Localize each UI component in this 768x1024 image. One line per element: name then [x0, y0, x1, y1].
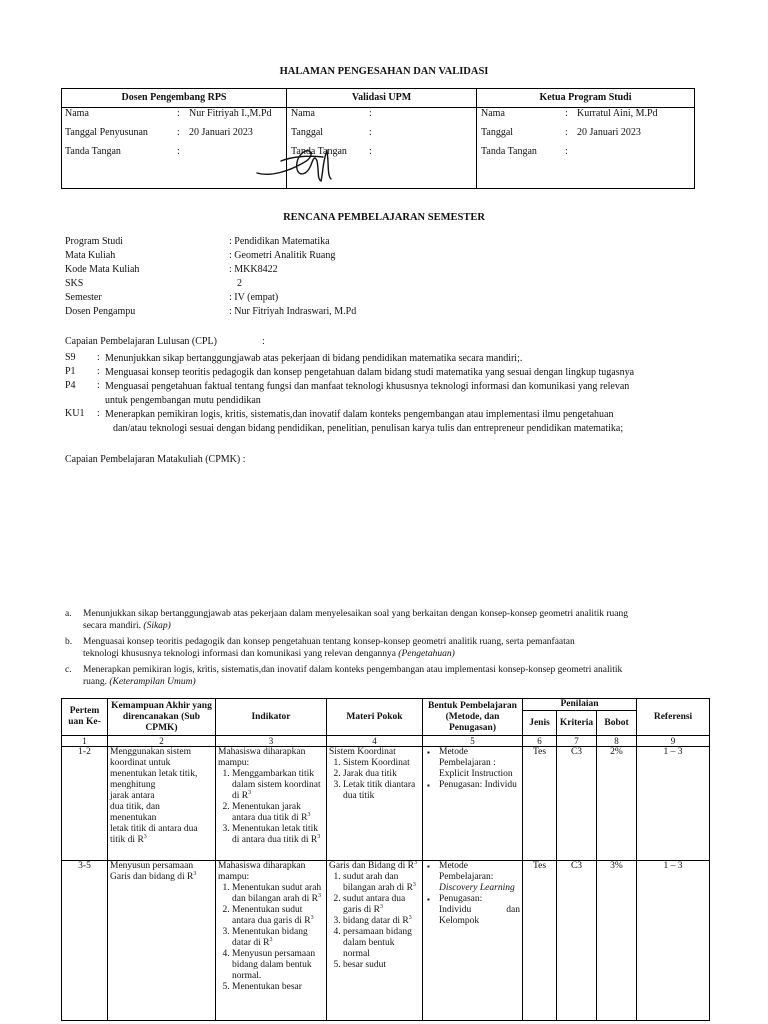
approval-header: Dosen Pengembang RPS [62, 89, 286, 108]
cpl-text-line: Menguasai pengetahuan faktual tentang fungsi dan manfaat teknologi khususnya teknologi informasi dan komunikasi yang relevan [105, 381, 630, 392]
approval-label: Nama [65, 108, 89, 119]
cpl-code: KU1 [65, 408, 85, 419]
table-row [62, 861, 710, 1021]
cpmk-item [65, 636, 695, 660]
cpmk-tag: (Sikap) [143, 621, 171, 631]
col-header-kemampuan: Kemampuan Akhir yang direncanakan (Sub CPMK) [108, 699, 216, 736]
cpmk-text-line: secara mandiri. [83, 621, 142, 631]
indikator-item [232, 769, 324, 802]
cpl-title-colon: : [262, 336, 265, 347]
identity-label: Program Studi [65, 236, 124, 247]
cpl-sep: : [97, 380, 100, 391]
cpl-code: S9 [65, 352, 76, 363]
approval-value: 20 Januari 2023 [189, 127, 253, 138]
identity-value: 2 [237, 278, 242, 289]
col-header-pertemuan: Pertem uan Ke- [62, 699, 108, 736]
approval-colon: : [565, 127, 568, 138]
materi-item [343, 894, 420, 916]
col-header-materi: Materi Pokok [327, 699, 423, 736]
approval-table [61, 88, 695, 189]
cell-kemampuan [108, 747, 216, 861]
identity-label: SKS [65, 278, 84, 289]
cpl-sep: : [97, 352, 100, 363]
cpl-title-text: Capaian Pembelajaran Lulusan (CPL) [65, 336, 217, 347]
bentuk-item: ▪ Penugasan: Individu [439, 780, 520, 791]
superscript: 3 [143, 833, 147, 840]
cpmk-tag: (Pengetahuan) [398, 649, 455, 659]
materi-item: 5. besar sudut [343, 960, 420, 971]
superscript: 3 [379, 903, 383, 910]
cpmk-text-line: Menerapkan pemikiran logis, kritis, sistematis,dan inovatif dalam konteks pengembangan atau implementasi konsep-konsep geometri analitik [83, 665, 623, 675]
column-number: 2 [108, 736, 216, 747]
superscript: 3 [318, 892, 322, 899]
cell-line: dua titik, dan [110, 802, 160, 812]
superscript: 3 [269, 936, 273, 943]
learning-plan-table [61, 698, 710, 1021]
bentuk-value: Individu [439, 905, 472, 915]
materi-item [343, 916, 420, 927]
indikator-text: Menentukan jarak antara dua titik di R [232, 802, 308, 823]
superscript: 3 [307, 811, 311, 818]
column-number: 8 [597, 736, 637, 747]
approval-header: Ketua Program Studi [477, 89, 694, 108]
cell-line: menentukan [110, 813, 157, 823]
bentuk-label: Metode Pembelajaran: [439, 861, 494, 882]
cell-line: Menyusun persamaan [110, 861, 194, 871]
cpl-title [65, 336, 265, 347]
cpmk-tag: (Keterampilan Umum) [109, 677, 196, 687]
approval-colon: : [369, 146, 372, 157]
superscript: 3 [317, 833, 321, 840]
indikator-list [218, 883, 324, 993]
rps-title: RENCANA PEMBELAJARAN SEMESTER [283, 212, 485, 223]
bentuk-list [425, 861, 520, 927]
cell-pertemuan: 3-5 [62, 861, 108, 1021]
cpmk-marker: a. [65, 609, 72, 619]
identity-label: Dosen Pengampu [65, 306, 136, 317]
superscript: 3 [408, 914, 412, 921]
indikator-item [232, 824, 324, 846]
cell-referensi: 1 – 3 [637, 747, 710, 861]
cpl-text-line: untuk pengembangan mutu pendidikan [105, 395, 261, 406]
materi-text: sudut arah dan bilangan arah di R [343, 872, 413, 893]
col-header-indikator: Indikator [216, 699, 327, 736]
column-number: 6 [523, 736, 557, 747]
cell-line: Garis dan bidang di R [110, 872, 194, 882]
approval-colon: : [565, 108, 568, 119]
table-row [62, 747, 710, 861]
cpmk-title: Capaian Pembelajaran Matakuliah (CPMK) : [65, 454, 246, 465]
identity-label: Kode Mata Kuliah [65, 264, 140, 275]
approval-label: Nama [291, 108, 315, 119]
approval-colon: : [565, 146, 568, 157]
cpl-text [105, 380, 725, 408]
cell-line: koordinat untuk [110, 758, 171, 768]
signature-image [251, 143, 343, 185]
superscript: 3 [193, 870, 197, 877]
cell-line: letak titik di antara dua [110, 824, 198, 834]
materi-item: 4. persamaan bidang dalam bentuk normal [343, 927, 420, 960]
identity-value: : IV (empat) [229, 292, 279, 303]
bentuk-item [439, 861, 520, 894]
identity-value: : Geometri Analitik Ruang [229, 250, 336, 261]
identity-value: : Nur Fitriyah Indraswari, M.Pd [229, 306, 357, 317]
indikator-intro: Mahasiswa diharapkan mampu: [218, 747, 306, 768]
column-number: 4 [327, 736, 423, 747]
approval-label: Tanda Tangan [481, 146, 537, 157]
indikator-text: Menentukan sudut arah dan bilangan arah di R [232, 883, 322, 904]
indikator-item [232, 905, 324, 927]
approval-value: Kurratul Aini, M.Pd [577, 108, 658, 119]
approval-colon: : [177, 146, 180, 157]
cell-jenis: Tes [523, 747, 557, 861]
approval-colon: : [369, 127, 372, 138]
cpl-sep: : [97, 366, 100, 377]
approval-label: Tanggal [481, 127, 514, 138]
cpl-sep: : [97, 408, 100, 419]
materi-title: Sistem Koordinat [329, 747, 396, 757]
cell-bentuk [423, 747, 523, 861]
materi-item: 1. Sistem Koordinat [343, 758, 420, 769]
cpmk-text-line: ruang. [83, 677, 108, 687]
materi-item [343, 872, 420, 894]
bentuk-value: dan [506, 905, 520, 915]
cpl-text-line: Menerapkan pemikiran logis, kritis, sistematis,dan inovatif dalam konteks pengembangan atau implementasi ilmu pengetahuan [105, 409, 614, 420]
bentuk-item [439, 894, 520, 927]
indikator-text: Menentukan sudut antara dua garis di R [232, 905, 311, 926]
cell-line: menentukan letak titik, [110, 769, 198, 779]
indikator-intro: Mahasiswa diharapkan mampu: [218, 861, 306, 882]
indikator-item: 5. Menentukan besar [232, 982, 324, 993]
identity-label: Semester [65, 292, 102, 303]
approval-value: 20 Januari 2023 [577, 127, 641, 138]
cpl-code: P4 [65, 380, 76, 391]
bentuk-list [425, 747, 520, 791]
approval-colon: : [369, 108, 372, 119]
cpmk-text-line: Menguasai konsep teoritis pedagogik dan konsep pengetahuan tentang konsep-konsep geometri analitik ruang, serta pemanfaatan [83, 637, 575, 647]
superscript: 3 [248, 789, 252, 796]
table-header-row [62, 699, 710, 711]
cell-bobot: 3% [597, 861, 637, 1021]
cell-materi [327, 747, 423, 861]
materi-title: Garis dan Bidang di R [329, 861, 414, 871]
cpmk-marker: c. [65, 665, 72, 675]
cell-line: menghitung [110, 780, 156, 790]
superscript: 3 [310, 914, 314, 921]
indikator-text: Menentukan letak titik di antara dua titik di R [232, 824, 319, 845]
bentuk-value: Discovery Learning [439, 883, 515, 893]
approval-title: HALAMAN PENGESAHAN DAN VALIDASI [279, 66, 489, 77]
cpmk-item [65, 608, 695, 632]
approval-label: Tanggal [291, 127, 324, 138]
indikator-item [232, 883, 324, 905]
cpl-text-line: dan/atau teknologi sesuai dengan bidang pendidikan, penelitian, penulisan karya tulis dan entrepreneur pendidikan matematika; [113, 423, 624, 434]
col-header-referensi: Referensi [637, 699, 710, 736]
approval-label: Tanda Tangan [291, 146, 347, 157]
materi-list [329, 758, 420, 802]
materi-text: bidang datar di R [343, 916, 409, 926]
cell-indikator [216, 747, 327, 861]
column-number: 1 [62, 736, 108, 747]
superscript: 3 [412, 881, 416, 888]
column-number: 5 [423, 736, 523, 747]
cpl-text [105, 408, 725, 436]
cell-line: Menggunakan sistem [110, 747, 192, 757]
materi-item: 2. Jarak dua titik [343, 769, 420, 780]
approval-colon: : [177, 108, 180, 119]
cell-pertemuan: 1-2 [62, 747, 108, 861]
cell-jenis: Tes [523, 861, 557, 1021]
cell-materi [327, 861, 423, 1021]
bentuk-label: Metode Pembelajaran : [439, 747, 496, 768]
materi-item: 3. Letak titik diantara dua titik [343, 780, 420, 802]
approval-label: Tanggal Penyusunan [65, 127, 148, 138]
column-number-row [62, 736, 710, 747]
approval-value: Nur Fitriyah I.,M.Pd [189, 108, 272, 119]
cpl-text: Menguasai konsep teoritis pedagogik dan konsep pengetahuan dalam bidang studi matematika yang sesuai dengan lingkup tugasnya [105, 367, 635, 378]
cpl-text: Menunjukkan sikap bertanggungjawab atas pekerjaan di bidang pendidikan matematika secara mandiri;. [105, 353, 523, 364]
bentuk-value: Explicit Instruction [439, 769, 513, 779]
bentuk-label: Penugasan: [439, 894, 483, 904]
approval-label: Tanda Tangan [65, 146, 121, 157]
col-header-jenis: Jenis [523, 711, 557, 736]
col-header-bentuk: Bentuk Pembelajaran (Metode, dan Penugasan) [423, 699, 523, 736]
column-number: 3 [216, 736, 327, 747]
identity-value: : MKK8422 [229, 264, 278, 275]
cpmk-marker: b. [65, 637, 73, 647]
approval-colon: : [177, 127, 180, 138]
approval-label: Nama [481, 108, 505, 119]
cpmk-text-line: teknologi khususnya teknologi informasi dan komunikasi yang relevan dengannya [83, 649, 396, 659]
indikator-text: Menggambarkan titik dalam sistem koordinat di R [232, 769, 321, 801]
indikator-item [232, 802, 324, 824]
cell-referensi: 1 – 3 [637, 861, 710, 1021]
cell-kriteria: C3 [557, 861, 597, 1021]
indikator-item [232, 927, 324, 949]
cell-bentuk [423, 861, 523, 1021]
cpl-code: P1 [65, 366, 76, 377]
materi-text: sudut antara dua garis di R [343, 894, 406, 915]
cell-indikator [216, 861, 327, 1021]
cell-kemampuan [108, 861, 216, 1021]
identity-label: Mata Kuliah [65, 250, 116, 261]
cell-kriteria: C3 [557, 747, 597, 861]
materi-list [329, 872, 420, 971]
cpmk-item [65, 664, 695, 688]
approval-header: Validasi UPM [287, 89, 476, 108]
approval-col-kaprodi [476, 89, 694, 188]
indikator-list [218, 769, 324, 846]
col-header-kriteria: Kriteria [557, 711, 597, 736]
column-number: 7 [557, 736, 597, 747]
cell-line: jarak antara [110, 791, 155, 801]
indikator-text: Menentukan bidang datar di R [232, 927, 308, 948]
col-header-penilaian: Penilaian [523, 699, 637, 711]
cell-bobot: 2% [597, 747, 637, 861]
cpmk-text-line: Menunjukkan sikap bertanggungjawab atas pekerjaan dalam menyelesaikan soal yang berkaitan dengan konsep-konsep geometri analitik ruang [83, 609, 629, 619]
indikator-item: 4. Menyusun persamaan bidang dalam bentuk normal. [232, 949, 324, 982]
column-number: 9 [637, 736, 710, 747]
col-header-bobot: Bobot [597, 711, 637, 736]
bentuk-item [439, 747, 520, 780]
cell-line: titik di R [110, 835, 144, 845]
superscript: 3 [413, 859, 417, 866]
identity-value: : Pendidikan Matematika [229, 236, 330, 247]
bentuk-value: Kelompok [439, 916, 480, 926]
cpmk-list [65, 608, 695, 692]
